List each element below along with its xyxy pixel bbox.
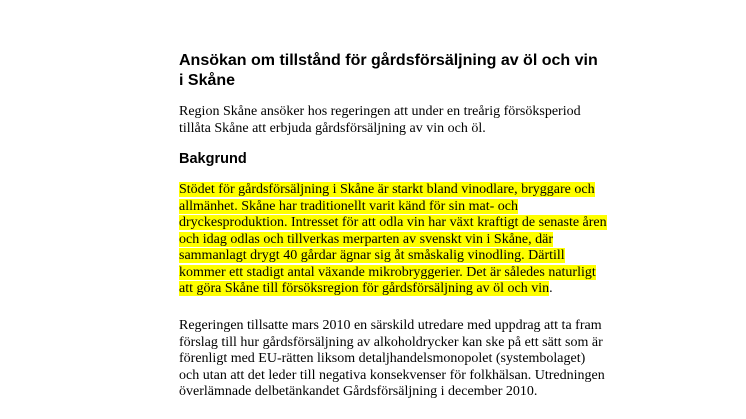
highlighted-text: allmänhet. Skåne har traditionellt varit känd för sin mat- och — [179, 198, 519, 214]
government-line: Regeringen tillsatte mars 2010 en särskild utredare med uppdrag att ta fram — [179, 318, 602, 333]
title-line: i Skåne — [179, 72, 236, 89]
government-line: och utan att det leder till negativa konsekvenser för folkhälsan. Utredningen — [179, 367, 605, 383]
intro-line: Region Skåne ansöker hos regeringen att under en treårig försöksperiod — [179, 104, 581, 119]
period-punctuation: . — [549, 281, 553, 296]
highlighted-text: sammanlagt drygt 40 gårdar ägnar sig åt småskalig vinodling. Därtill — [179, 248, 565, 263]
highlighted-text: dryckesproduktion. Intresset för att odla vin har växt kraftigt de senaste åren — [179, 215, 607, 230]
document-title — [179, 51, 649, 91]
highlighted-text: att göra Skåne till försöksregion för gårdsförsäljning av öl och vin — [179, 281, 550, 296]
government-line: förslag till hur gårdsförsäljning av alkoholdrycker kan ske på ett sätt som är — [179, 334, 603, 350]
background-line — [179, 248, 607, 265]
title-line: Ansökan om tillstånd för gårdsförsäljning av öl och vin — [179, 52, 598, 69]
background-line — [179, 232, 607, 249]
background-line — [179, 265, 607, 282]
intro-line: tillåta Skåne att erbjuda gårdsförsäljning av vin och öl. — [179, 120, 486, 136]
government-line: överlämnade delbetänkandet Gårdsförsäljning i december 2010. — [179, 384, 538, 399]
highlighted-text: Stödet för gårdsförsäljning i Skåne är starkt bland vinodlare, bryggare och — [179, 182, 595, 197]
highlighted-text: och idag odlas och tillverkas merparten av svenskt vin i Skåne, där — [179, 231, 554, 247]
highlighted-text: kommer ett stadigt antal växande mikrobryggerier. Det är således naturligt — [179, 264, 596, 280]
background-line — [179, 182, 607, 199]
government-line: förenligt med EU-rätten liksom detaljhandelsmonopolet (systembolaget) — [179, 351, 586, 366]
background-line — [179, 215, 607, 232]
background-line — [179, 199, 607, 216]
government-paragraph — [179, 318, 605, 401]
background-paragraph — [179, 182, 607, 298]
section-heading-bakgrund: Bakgrund — [179, 151, 247, 167]
intro-paragraph — [179, 104, 581, 137]
background-line — [179, 281, 607, 298]
